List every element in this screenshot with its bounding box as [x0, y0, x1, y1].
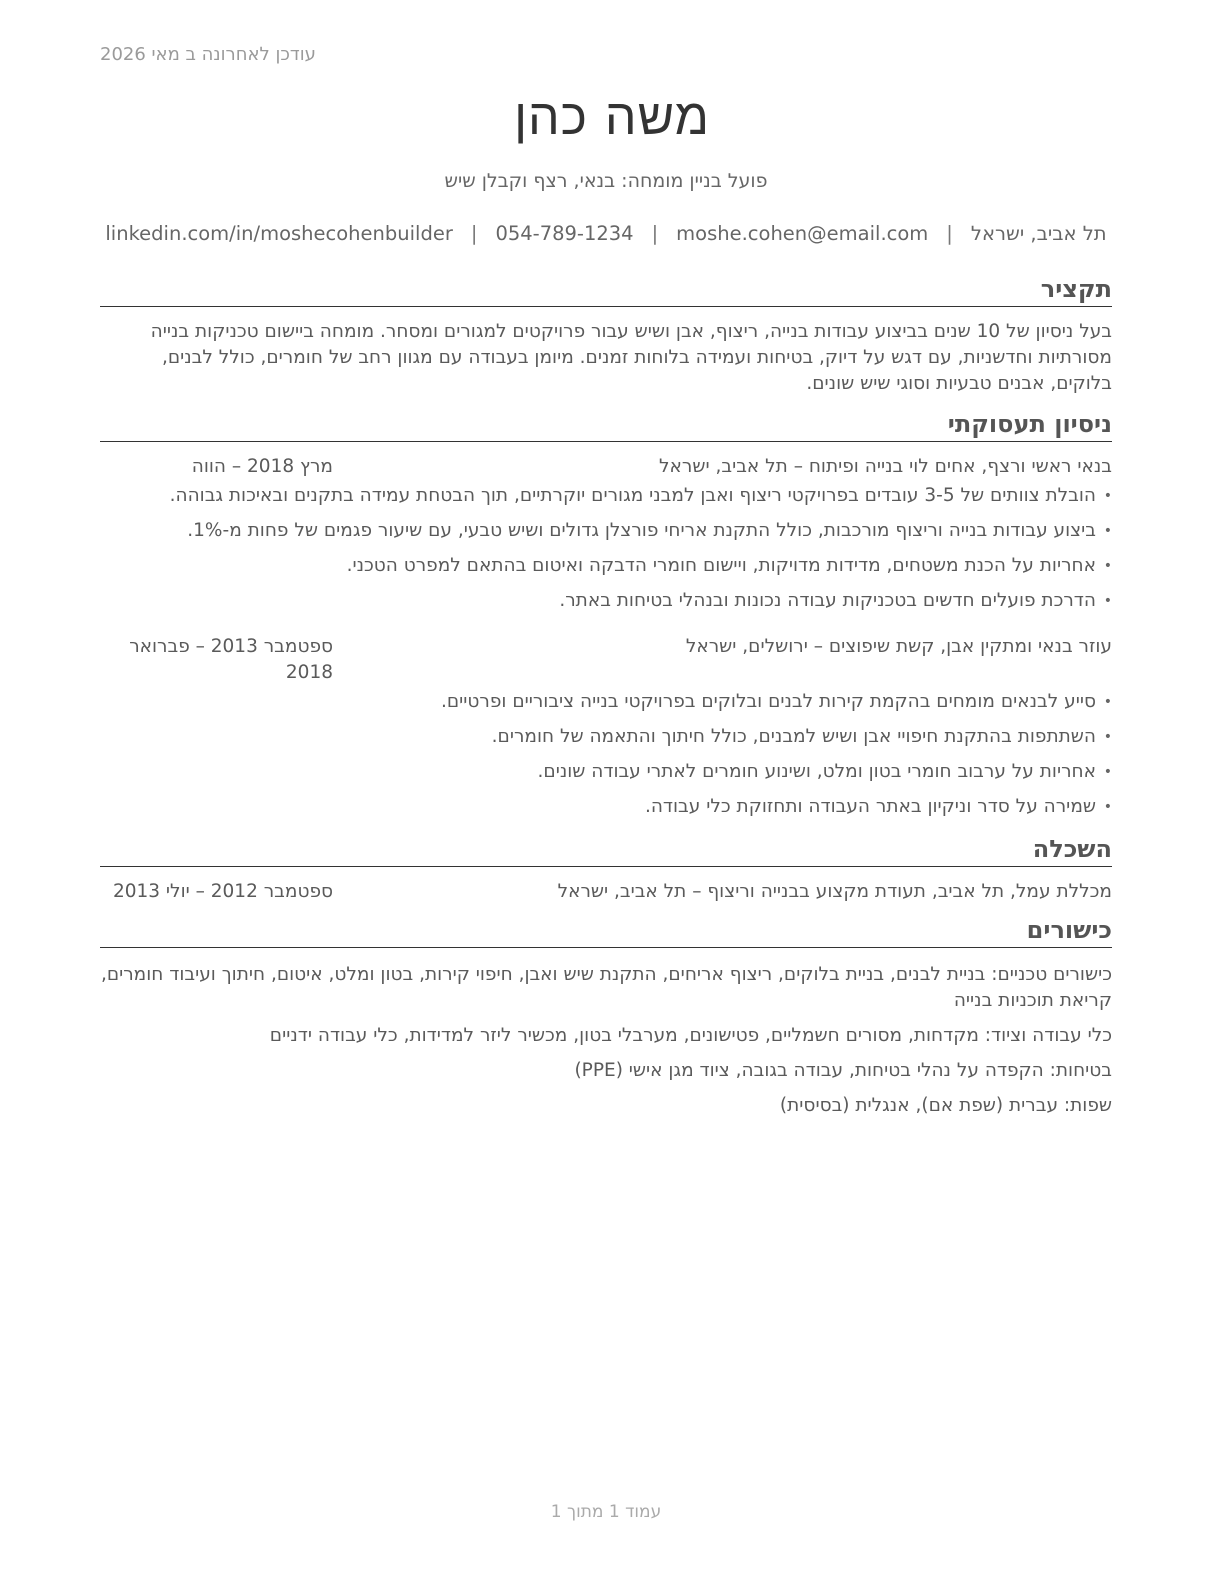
summary-text: בעל ניסיון של 10 שנים בביצוע עבודות בנייה, ריצוף, אבן ושיש עבור פרויקטים למגורים ומסחר. מומחה ביישום טכניקות בנייה מסורתיות וחדשניות, עם דגש על דיוק, בטיחות ועמידה בלוחות זמנים. מיומן בעבודה עם מגוון רחב של חומרים, כולל לבנים, בלוקים, אבנים טבעיות וסוגי שיש שונים.	[150, 321, 1112, 394]
skills-list	[100, 962, 1112, 1119]
experience-heading: ניסיון תעסוקתי	[100, 409, 1112, 442]
candidate-name: משה כהן	[514, 88, 710, 146]
contact-linkedin[interactable]: linkedin.com/in/moshecohenbuilder	[105, 222, 453, 245]
skills-line: כלי עבודה וציוד: מקדחות, מסורים חשמליים, פטישונים, מערבלי בטון, מכשיר ליזר למדידות, כלי עבודה ידניים	[269, 1025, 1112, 1046]
skills-heading: כישורים	[100, 915, 1112, 948]
contact-location: תל אביב, ישראל	[970, 222, 1107, 245]
skills-line: בטיחות: הקפדה על נהלי בטיחות, עבודה בגובה, ציוד מגן אישי (PPE)	[574, 1060, 1112, 1081]
contact-separator: |	[651, 222, 659, 245]
contact-line	[0, 222, 1212, 245]
resume-body	[100, 274, 1112, 1128]
job-role: בנאי ראשי ורצף, אחים לוי בנייה ופיתוח – תל אביב, ישראל	[659, 456, 1112, 477]
job-header	[100, 634, 1112, 686]
job-bullets	[100, 689, 1112, 820]
education-entry	[100, 879, 1112, 905]
job-bullet: • סייע לבנאים מומחים בהקמת קירות לבנים ובלוקים בפרויקטי בנייה ציבוריים ופרטיים.	[100, 689, 1112, 715]
job-entry	[100, 454, 1112, 614]
job-bullet: • הובלת צוותים של 3-5 עובדים בפרויקטי ריצוף ואבן למבני מגורים יוקרתיים, תוך הבטחת עמידה בתקנים ובאיכות גבוהה.	[100, 483, 1112, 509]
job-bullet: • השתתפות בהתקנת חיפויי אבן ושיש למבנים, כולל חיתוך והתאמה של חומרים.	[100, 724, 1112, 750]
skills-line: כישורים טכניים: בניית לבנים, בניית בלוקים, ריצוף אריחים, התקנת שיש ואבן, חיפוי קירות, בטון ומלט, איטום, חיתוך ועיבוד חומרים, קריאת תוכניות בנייה	[100, 964, 1112, 1011]
page-number: עמוד 1 מתוך 1	[550, 1502, 662, 1522]
job-entry	[100, 634, 1112, 820]
education-header	[100, 879, 1112, 905]
skills-line: שפות: עברית (שפת אם), אנגלית (בסיסית)	[779, 1095, 1112, 1116]
job-bullet: • שמירה על סדר וניקיון באתר העבודה ותחזוקת כלי עבודה.	[100, 794, 1112, 820]
job-header	[100, 454, 1112, 480]
contact-phone[interactable]: 054-789-1234	[495, 222, 634, 245]
job-dates: מרץ 2018 – הווה	[191, 456, 333, 477]
job-bullets	[100, 483, 1112, 614]
education-school: מכללת עמל, תל אביב, תעודת מקצוע בבנייה וריצוף – תל אביב, ישראל	[557, 881, 1112, 902]
job-bullet: • ביצוע עבודות בנייה וריצוף מורכבות, כולל התקנת אריחי פורצלן גדולים ושיש טבעי, עם שיעור פגמים של פחות מ-1%.	[100, 518, 1112, 544]
summary-heading: תקציר	[100, 274, 1112, 307]
job-bullet: • אחריות על ערבוב חומרי בטון ומלט, ושינוע חומרים לאתרי עבודה שונים.	[100, 759, 1112, 785]
education-dates: ספטמבר 2012 – יולי 2013	[112, 881, 333, 902]
last-updated-note: עודכן לאחרונה ב מאי 2026	[100, 44, 316, 65]
job-bullet: • הדרכת פועלים חדשים בטכניקות עבודה נכונות ובנהלי בטיחות באתר.	[100, 588, 1112, 614]
contact-separator: |	[946, 222, 953, 245]
job-bullet: • אחריות על הכנת משטחים, מדידות מדויקות, ויישום חומרי הדבקה ואיטום בהתאם למפרט הטכני.	[100, 553, 1112, 579]
job-role: עוזר בנאי ומתקין אבן, קשת שיפוצים – ירושלים, ישראל	[685, 636, 1112, 657]
contact-separator: |	[470, 222, 478, 245]
job-dates: ספטמבר 2013 – פברואר 2018	[129, 636, 333, 683]
education-heading: השכלה	[100, 834, 1112, 867]
professional-tagline: פועל בניין מומחה: בנאי, רצף וקבלן שיש	[444, 170, 768, 192]
contact-email[interactable]: moshe.cohen@email.com	[676, 222, 929, 245]
